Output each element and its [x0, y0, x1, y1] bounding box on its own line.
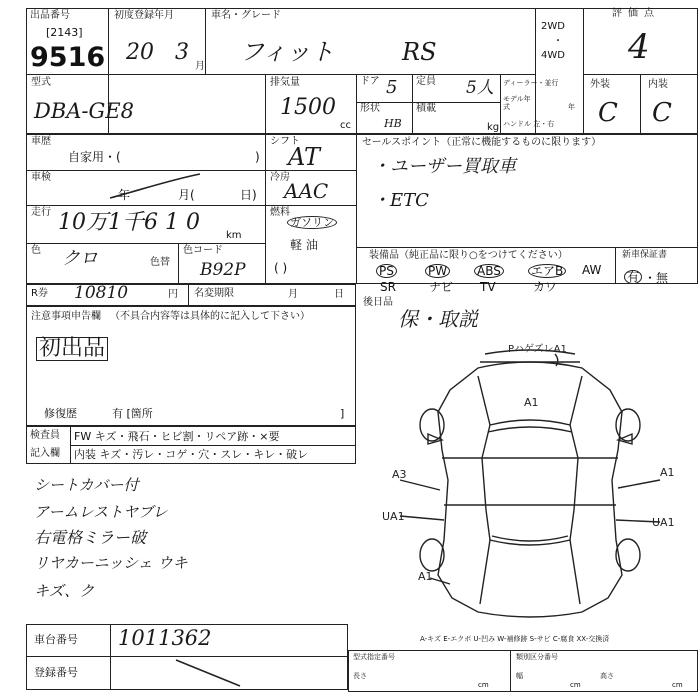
mileage-value: 10万1千6 1 0 — [58, 210, 200, 235]
fuel-paren: ( ) — [274, 261, 288, 275]
height-unit: cm — [672, 681, 683, 689]
doors-label: ドア — [360, 76, 380, 87]
ac-label: 冷房 — [270, 172, 290, 183]
load-label: 積載 — [416, 103, 436, 114]
reg-period-month: 月 — [288, 289, 298, 300]
chassis-value: 1011362 — [118, 626, 212, 650]
reg-year: 20 — [126, 40, 154, 65]
type-approval-label: 型式指定番号 — [353, 653, 395, 661]
lot-number: [2143] — [46, 26, 83, 39]
displacement-label: 排気量 — [270, 77, 300, 88]
repair-label: 修復歴 — [44, 407, 77, 420]
yen-unit: 円 — [168, 289, 178, 300]
new-car-warranty-label: 新車保証書 — [622, 250, 668, 260]
reg-no-strike — [170, 656, 310, 690]
model-label: 型式 — [31, 77, 51, 88]
equip-aw: AW — [582, 263, 602, 277]
reg-period-day: 日 — [334, 289, 344, 300]
warranty-yes: 有 — [624, 270, 642, 284]
damage-legend: A-キズ E-エクボ U-凹み W-補修跡 S-サビ C-腐食 XX-交換済 — [420, 635, 610, 643]
repair-close: ] — [340, 407, 345, 420]
recycle-value: 10810 — [74, 283, 129, 303]
color-value: クロ — [62, 248, 98, 269]
history-label: 車歴 — [31, 136, 51, 147]
diagram-a1-bottom: A1 — [418, 570, 433, 583]
model-value: DBA-GE8 — [34, 99, 134, 123]
sales-point-1: ・ユーザー買取車 — [372, 156, 516, 177]
cc-unit: cc — [340, 120, 351, 131]
notes-label: 注意事項申告欄 — [31, 311, 101, 322]
equip-tv: TV — [480, 280, 496, 294]
fuel-label: 燃料 — [270, 207, 290, 218]
capacity-label: 定員 — [416, 76, 436, 87]
repair-value: 有 [箇所 — [112, 407, 153, 420]
length-label: 長さ — [353, 672, 367, 680]
reg-no-label: 登録番号 — [34, 666, 78, 679]
shaken-label: 車検 — [31, 172, 51, 183]
length-unit: cm — [478, 681, 489, 689]
reg-month: 3 — [175, 40, 189, 65]
month-suffix: 月 — [195, 61, 205, 72]
exterior-score: C — [598, 98, 618, 128]
name-grade-label: 車名・グレード — [211, 10, 281, 21]
warranty-no: ・無 — [644, 271, 669, 285]
comment-item: キズ、ク — [34, 582, 95, 600]
diagram-ua1-right: UA1 — [652, 516, 675, 529]
year-suffix: 年 — [568, 103, 575, 111]
vehicle-info-frame — [26, 134, 698, 284]
mileage-label: 走行 — [31, 207, 51, 218]
color-change-label: 色替 — [150, 257, 170, 268]
equip-leather: カワ — [533, 280, 558, 294]
sales-points-label: セールスポイント（正常に機能するものに限ります） — [362, 137, 602, 148]
first-listing: 初出品 — [36, 337, 108, 361]
diagram-top-note: PハゲズレA1 — [508, 344, 567, 355]
shaken-strike — [100, 170, 210, 204]
lot-big-number: 9516 — [30, 42, 106, 73]
category-label: 類別区分番号 — [516, 653, 558, 661]
shift-value: AT — [288, 143, 321, 171]
width-unit: cm — [570, 681, 581, 689]
comment-item: シートカバー付 — [34, 476, 139, 494]
fuel-gas: ガソリン — [287, 216, 337, 229]
ac-value: AAC — [284, 179, 329, 203]
first-reg-label: 初度登録年月 — [114, 10, 174, 21]
rear-docs-value: 保・取説 — [398, 307, 478, 331]
equip-ps: PS — [376, 264, 397, 278]
diagram-a3-left: A3 — [392, 468, 407, 481]
diagram-ua1-left: UA1 — [382, 510, 405, 523]
dealer-label: ディーラー・並行 — [503, 79, 559, 87]
drive-4wd: 4WD — [541, 50, 565, 61]
diagram-a1-right: A1 — [660, 466, 675, 479]
drive-2wd: 2WD — [541, 21, 565, 32]
shaken-month: 月( — [178, 188, 195, 202]
inspector-row-fw: FW キズ・飛石・ヒビ割・リペア跡・×要 — [74, 430, 280, 443]
equip-navi: ナビ — [429, 280, 454, 294]
score-label: 評価点 — [612, 8, 660, 19]
history-close: ) — [255, 150, 260, 164]
score-value: 4 — [628, 27, 650, 67]
capacity-value: 5人 — [466, 78, 494, 98]
entry-label: 記入欄 — [30, 448, 60, 459]
shape-value: HB — [384, 117, 402, 130]
drive-dot: ・ — [553, 36, 563, 47]
equip-airbag: エアB — [528, 264, 566, 278]
shaken-year: 年 — [118, 188, 131, 202]
color-code-label: 色コード — [183, 245, 223, 256]
kg-unit: kg — [487, 122, 500, 133]
car-grade: RS — [402, 38, 437, 66]
notes-sub: （不具合内容等は具体的に記入して下さい） — [110, 311, 310, 322]
exterior-label: 外装 — [590, 79, 610, 90]
doors-value: 5 — [386, 77, 398, 98]
shaken-day: 日) — [240, 188, 257, 202]
sales-point-2: ・ETC — [372, 190, 429, 211]
equip-pw: PW — [425, 264, 450, 278]
shift-label: シフト — [270, 136, 300, 147]
displacement-value: 1500 — [280, 95, 336, 120]
rear-docs-label: 後日品 — [363, 297, 393, 308]
height-label: 高さ — [600, 672, 614, 680]
car-damage-diagram — [360, 340, 698, 630]
inspector-label: 検査員 — [30, 430, 60, 441]
inspector-row-interior: 内装 キズ・汚レ・コゲ・穴・スレ・キレ・破レ — [74, 448, 309, 461]
equipment-label: 装備品（純正品に限り○をつけてください） — [369, 250, 568, 261]
diagram-a1-top: A1 — [524, 396, 539, 409]
fuel-diesel: 軽 油 — [290, 238, 318, 252]
comment-item: アームレストヤブレ — [34, 503, 168, 521]
handle-label: ハンドル 左・右 — [503, 120, 555, 128]
comment-item: リヤカーニッシェ ウキ — [34, 554, 188, 572]
model-year-label: モデル年式 — [503, 95, 531, 111]
shape-label: 形状 — [360, 103, 380, 114]
interior-label: 内装 — [648, 79, 668, 90]
comment-item: 右電格ミラー破 — [34, 528, 147, 547]
color-code-value: B92P — [200, 260, 246, 280]
width-label: 幅 — [516, 672, 523, 680]
history-value: 自家用・( — [68, 150, 121, 164]
equip-abs: ABS — [474, 264, 504, 278]
km-unit: km — [226, 230, 242, 241]
recycle-label: R券 — [31, 288, 48, 299]
chassis-label: 車台番号 — [34, 633, 78, 646]
color-label: 色 — [31, 245, 41, 256]
lot-label: 出品番号 — [30, 10, 70, 21]
interior-score: C — [652, 98, 672, 128]
reg-period-label: 名変期限 — [194, 288, 234, 299]
equip-sr: SR — [380, 280, 396, 294]
car-name: フィット — [240, 38, 335, 66]
